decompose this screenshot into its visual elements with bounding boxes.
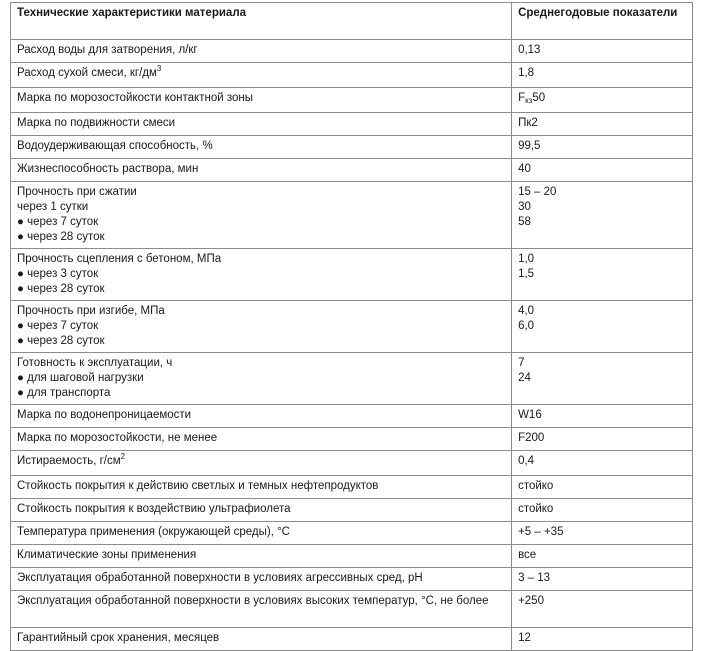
row-value: 0,13	[512, 40, 693, 63]
table-row	[11, 451, 693, 476]
row-label: Температура применения (окружающей среды), °С	[11, 522, 512, 545]
row-value: 4,0 6,0	[512, 301, 693, 353]
row-value: все	[512, 545, 693, 568]
row-value: 7 24	[512, 353, 693, 405]
row-value: 12	[512, 628, 693, 651]
row-value: 15 – 20 30 58	[512, 182, 693, 249]
row-value: стойко	[512, 499, 693, 522]
row-label: Климатические зоны применения	[11, 545, 512, 568]
row-value: 40	[512, 159, 693, 182]
table-row	[11, 40, 693, 63]
table-row	[11, 522, 693, 545]
row-value: 1,0 1,5	[512, 249, 693, 301]
row-label: Прочность сцепления с бетоном, МПа ● через 3 суток ● через 28 суток	[11, 249, 512, 301]
table-row	[11, 476, 693, 499]
table-header-row	[11, 3, 693, 40]
row-value: $F_{кз}50$	[512, 88, 693, 113]
table-row	[11, 159, 693, 182]
table-row	[11, 499, 693, 522]
row-value: Пк2	[512, 113, 693, 136]
row-label: Водоудерживающая способность, %	[11, 136, 512, 159]
row-label: Расход воды для затворения, л/кг	[11, 40, 512, 63]
table-row	[11, 628, 693, 651]
table-row	[11, 545, 693, 568]
header-annual-values: Среднегодовые показатели	[512, 3, 693, 40]
row-label: Марка по морозостойкости, не менее	[11, 428, 512, 451]
row-label: Прочность при сжатии через 1 сутки ● через 7 суток ● через 28 суток	[11, 182, 512, 249]
superscript: 3	[156, 64, 162, 73]
row-label: Гарантийный срок хранения, месяцев	[11, 628, 512, 651]
row-label: Марка по морозостойкости контактной зоны	[11, 88, 512, 113]
row-label: Марка по подвижности смеси	[11, 113, 512, 136]
row-label: Марка по водонепроницаемости	[11, 405, 512, 428]
row-value: +5 – +35	[512, 522, 693, 545]
row-label: Эксплуатация обработанной поверхности в условиях высоких температур, °С, не более	[11, 591, 512, 628]
row-value: 3 – 13	[512, 568, 693, 591]
table-row	[11, 428, 693, 451]
row-label: Расход сухой смеси, $кг/дм^3$	[11, 63, 512, 88]
table-row	[11, 353, 693, 405]
row-label: Эксплуатация обработанной поверхности в условиях агрессивных сред, рН	[11, 568, 512, 591]
table-row	[11, 301, 693, 353]
table-row	[11, 63, 693, 88]
row-value: W16	[512, 405, 693, 428]
table-row	[11, 88, 693, 113]
spec-table	[10, 2, 693, 651]
row-value: +250	[512, 591, 693, 628]
table-row	[11, 249, 693, 301]
table-row	[11, 405, 693, 428]
superscript: 2	[120, 452, 126, 461]
row-label: Стойкость покрытия к воздействию ультрафиолета	[11, 499, 512, 522]
row-value: стойко	[512, 476, 693, 499]
row-value: 99,5	[512, 136, 693, 159]
row-value: F200	[512, 428, 693, 451]
table-row	[11, 113, 693, 136]
row-value: 0,4	[512, 451, 693, 476]
table-row	[11, 182, 693, 249]
row-label: Прочность при изгибе, МПа ● через 7 суток ● через 28 суток	[11, 301, 512, 353]
header-characteristics: Технические характеристики материала	[11, 3, 512, 40]
row-label: Жизнеспособность раствора, мин	[11, 159, 512, 182]
row-value: 1,8	[512, 63, 693, 88]
table-row	[11, 591, 693, 628]
row-label: Истираемость, $г/см^2$	[11, 451, 512, 476]
subscript: кз	[525, 96, 533, 105]
table-row	[11, 136, 693, 159]
row-label: Стойкость покрытия к действию светлых и темных нефтепродуктов	[11, 476, 512, 499]
row-label: Готовность к эксплуатации, ч ● для шаговой нагрузки ● для транспорта	[11, 353, 512, 405]
table-row	[11, 568, 693, 591]
